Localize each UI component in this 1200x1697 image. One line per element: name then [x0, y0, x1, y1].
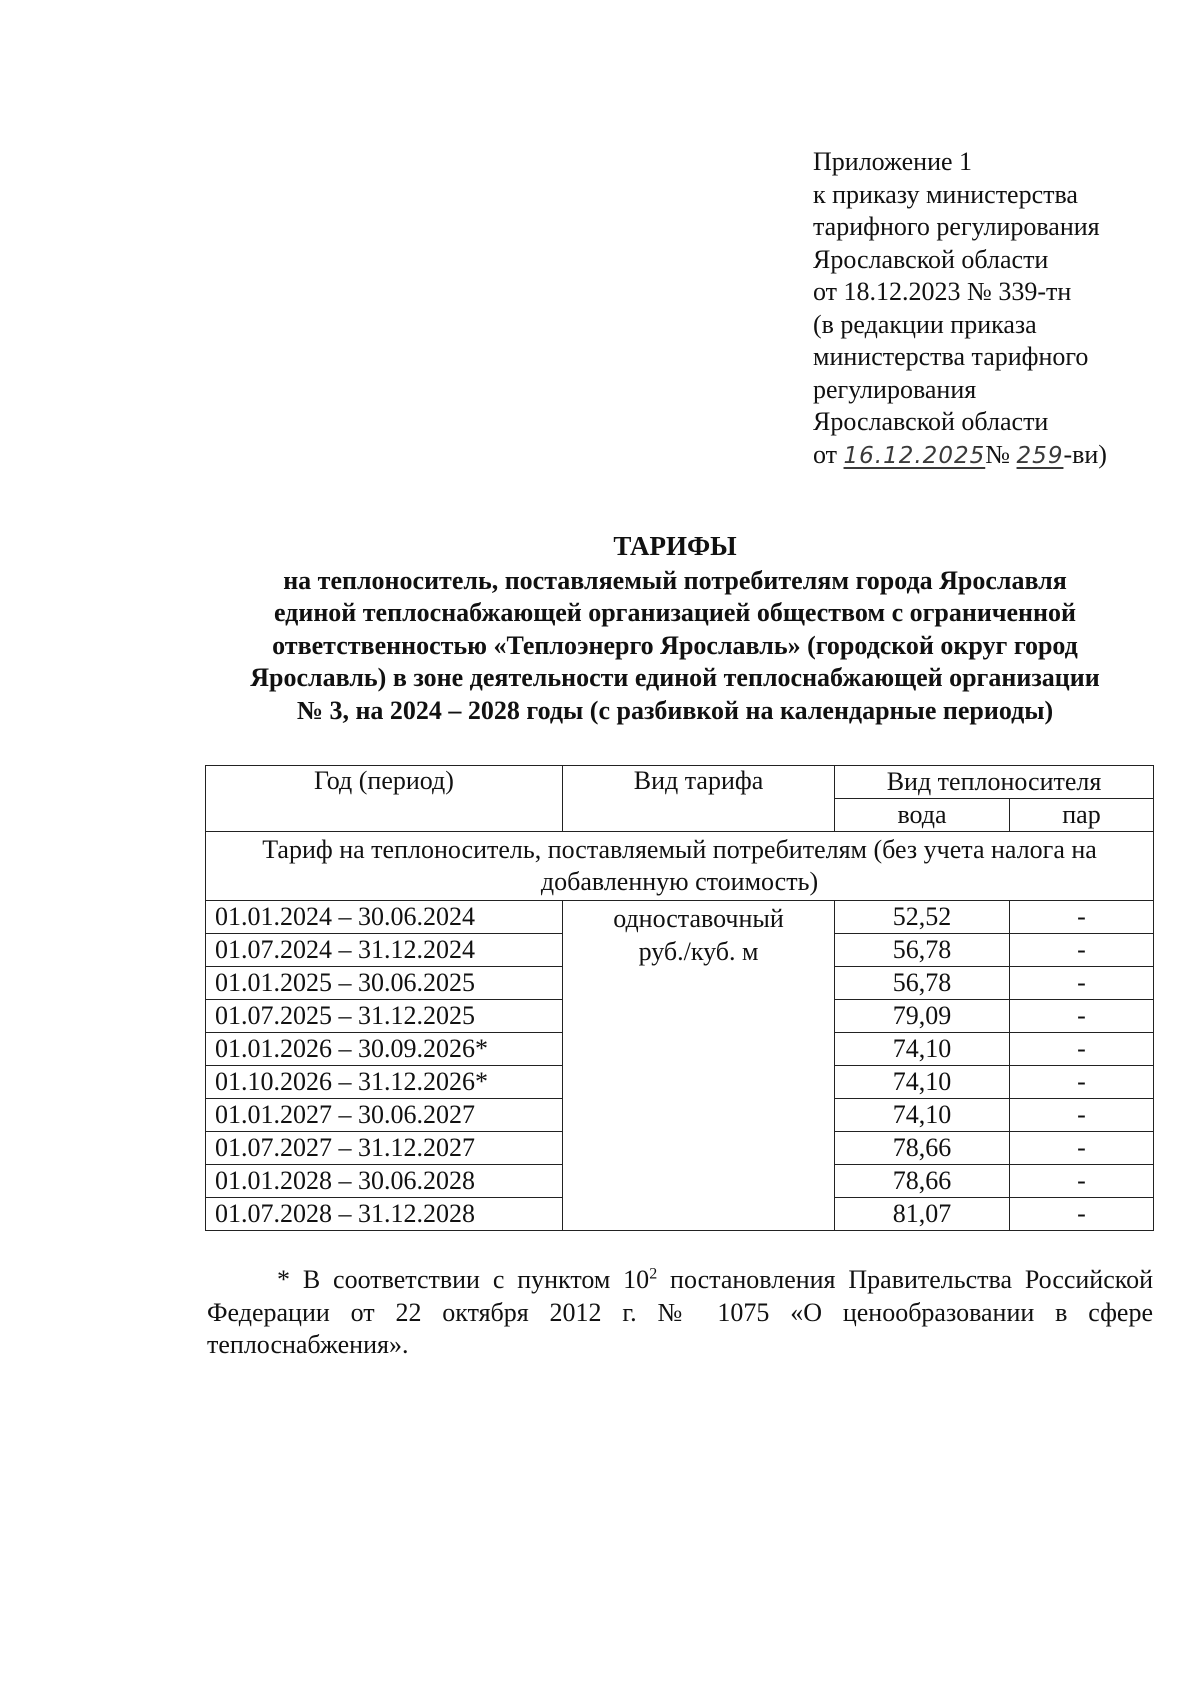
steam-value-cell: - — [1010, 1000, 1154, 1033]
from-prefix: от — [813, 439, 838, 469]
appendix-line: (в редакции приказа — [813, 309, 1037, 339]
period-cell: 01.07.2028 – 31.12.2028 — [206, 1198, 563, 1231]
period-cell: 01.07.2025 – 31.12.2025 — [206, 1000, 563, 1033]
steam-value-cell: - — [1010, 1165, 1154, 1198]
water-value-cell: 74,10 — [835, 1099, 1010, 1132]
title-line: ответственностью «Теплоэнерго Ярославль» (городской округ город — [272, 630, 1078, 660]
handwritten-number: 259 — [1016, 442, 1064, 469]
header-carrier: Вид теплоносителя — [835, 766, 1154, 799]
period-cell: 01.01.2028 – 30.06.2028 — [206, 1165, 563, 1198]
handwritten-date: 16.12.2025 — [843, 442, 986, 469]
steam-value-cell: - — [1010, 1099, 1154, 1132]
water-value-cell: 78,66 — [835, 1132, 1010, 1165]
period-cell: 01.01.2024 – 30.06.2024 — [206, 901, 563, 934]
title-line: № 3, на 2024 – 2028 годы (с разбивкой на календарные периоды) — [296, 695, 1054, 725]
title-line: Ярославль) в зоне деятельности единой теплоснабжающей организации — [250, 663, 1100, 692]
appendix-line: от 18.12.2023 № 339-тн — [813, 277, 1072, 306]
period-cell: 01.07.2024 – 31.12.2024 — [206, 934, 563, 967]
section-row — [206, 832, 1154, 901]
footnote-part1: * В соответствии с пунктом 10 — [277, 1265, 650, 1294]
period-cell: 01.01.2026 – 30.09.2026* — [206, 1033, 563, 1066]
number-sign: № — [985, 439, 1011, 469]
water-value-cell: 74,10 — [835, 1033, 1010, 1066]
appendix-line: к приказу министерства — [813, 179, 1078, 209]
header-water: вода — [835, 799, 1010, 832]
page-title: ТАРИФЫ — [613, 531, 737, 561]
period-cell: 01.07.2027 – 31.12.2027 — [206, 1132, 563, 1165]
rate-unit-label: руб./куб. м — [638, 937, 759, 966]
steam-value-cell: - — [1010, 1132, 1154, 1165]
order-suffix: -ви) — [1063, 439, 1107, 469]
footnote-sup: 2 — [649, 1265, 658, 1283]
period-cell: 01.01.2025 – 30.06.2025 — [206, 967, 563, 1000]
header-steam: пар — [1010, 799, 1154, 832]
steam-value-cell: - — [1010, 901, 1154, 934]
rate-type-label: одноставочный — [613, 904, 784, 933]
appendix-edit-line — [813, 439, 1173, 473]
rate-type-cell — [563, 901, 835, 1231]
period-cell: 01.01.2027 – 30.06.2027 — [206, 1099, 563, 1132]
water-value-cell: 56,78 — [835, 967, 1010, 1000]
appendix-line: Ярославской области — [813, 244, 1049, 274]
footnote — [207, 1264, 1153, 1362]
appendix-line: министерства тарифного — [813, 342, 1089, 371]
water-value-cell: 79,09 — [835, 1000, 1010, 1033]
steam-value-cell: - — [1010, 1033, 1154, 1066]
period-cell: 01.10.2026 – 31.12.2026* — [206, 1066, 563, 1099]
title-line: на теплоноситель, поставляемый потребителям города Ярославля — [283, 565, 1067, 595]
appendix-line: Ярославской области — [813, 407, 1049, 436]
footnote-part2: постановления Правительства Российской Федерации от 22 октября 2012 г. № 1075 «О ценообразовании в сфере теплоснабжения». — [207, 1265, 1153, 1359]
steam-value-cell: - — [1010, 1198, 1154, 1231]
water-value-cell: 52,52 — [835, 901, 1010, 934]
water-value-cell: 78,66 — [835, 1165, 1010, 1198]
appendix-line: Приложение 1 — [813, 147, 973, 176]
table-row — [206, 901, 1154, 934]
steam-value-cell: - — [1010, 934, 1154, 967]
footnote-text — [207, 1264, 1153, 1362]
title-line: единой теплоснабжающей организацией обществом с ограниченной — [273, 598, 1076, 627]
header-tariff-type: Вид тарифа — [563, 766, 835, 832]
water-value-cell: 56,78 — [835, 934, 1010, 967]
tariff-table — [205, 765, 1154, 1231]
steam-value-cell: - — [1010, 1066, 1154, 1099]
header-period: Год (период) — [206, 766, 563, 832]
steam-value-cell: - — [1010, 967, 1154, 1000]
document-title — [195, 530, 1155, 727]
appendix-block — [813, 146, 1173, 472]
header-row — [206, 766, 1154, 799]
appendix-line: регулирования — [813, 374, 977, 404]
section-note: Тариф на теплоноситель, поставляемый потребителям (без учета налога на добавленную стоимость) — [206, 832, 1154, 901]
appendix-line: тарифного регулирования — [813, 212, 1100, 241]
water-value-cell: 74,10 — [835, 1066, 1010, 1099]
water-value-cell: 81,07 — [835, 1198, 1010, 1231]
